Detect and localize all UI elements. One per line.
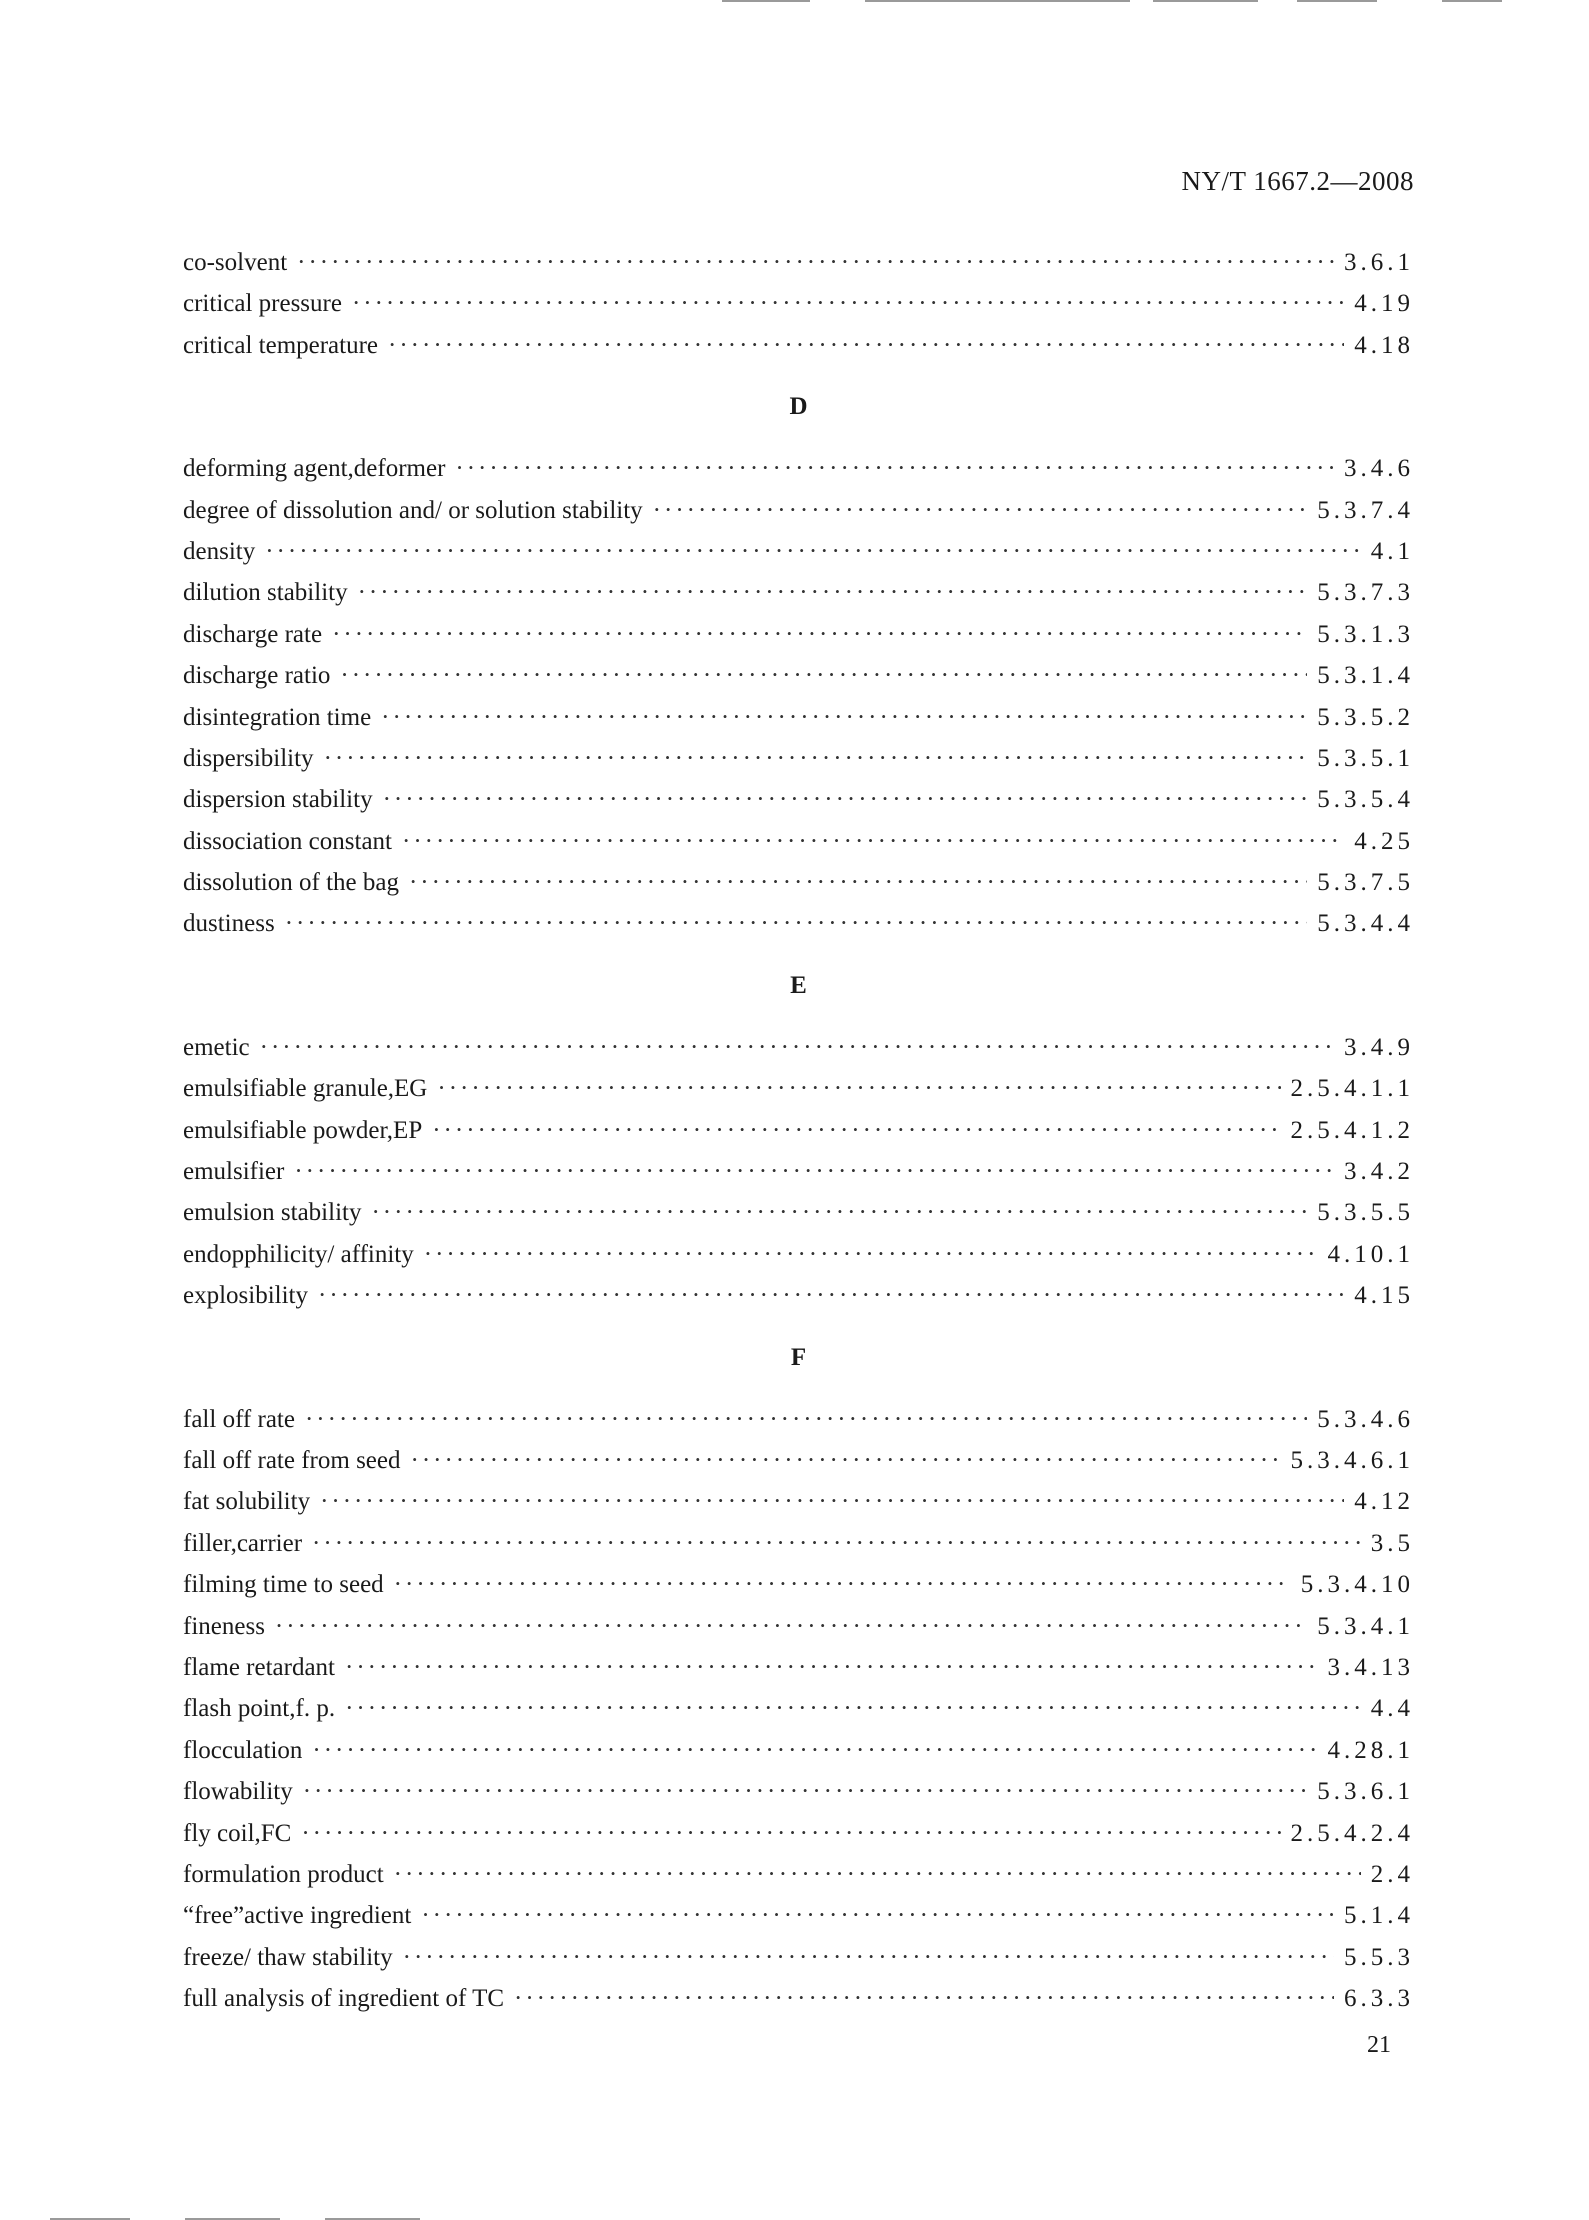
index-term: fall off rate from seed (183, 1446, 401, 1474)
index-term: emulsifiable granule,EG (183, 1075, 428, 1103)
clause-reference: 3.4.13 (1327, 1653, 1414, 1681)
clause-reference: 3.5 (1370, 1529, 1414, 1557)
index-term: discharge rate (183, 620, 323, 648)
index-entry (183, 1151, 1414, 1192)
dot-leader (345, 1688, 1361, 1729)
dot-leader (345, 1647, 1318, 1688)
top-rule-3 (1153, 0, 1258, 2)
standard-number: NY/T 1667.2—2008 (1181, 166, 1414, 196)
dot-leader (383, 779, 1308, 820)
index-term: dispersibility (183, 744, 314, 772)
index-entry (183, 283, 1414, 324)
clause-reference: 2.4 (1370, 1860, 1414, 1888)
clause-reference: 6.3.3 (1344, 1985, 1414, 2013)
index-entry (183, 862, 1414, 903)
clause-reference: 3.6.1 (1344, 249, 1414, 276)
index-term: fall off rate (183, 1405, 295, 1433)
dot-leader (455, 448, 1334, 489)
index-term: critical temperature (183, 331, 379, 359)
index-entry (183, 1481, 1414, 1522)
dot-leader (424, 1234, 1318, 1275)
index-entry (183, 655, 1414, 696)
clause-reference: 2.5.4.2.4 (1290, 1819, 1414, 1847)
index-entry (183, 1606, 1414, 1647)
index-term: filming time to seed (183, 1571, 384, 1599)
index-entry (183, 1275, 1414, 1316)
index-entry (183, 1647, 1414, 1688)
dot-leader (294, 1151, 1334, 1192)
index-term: flash point,f. p. (183, 1695, 336, 1723)
index-term: freeze/ thaw stability (183, 1943, 393, 1971)
index-term: flocculation (183, 1736, 303, 1764)
dot-leader (303, 1771, 1308, 1812)
top-rule-1 (722, 0, 810, 2)
index-entry (183, 738, 1414, 779)
index-term: fly coil,FC (183, 1819, 292, 1847)
dot-leader (318, 1275, 1344, 1316)
index-entry (183, 697, 1414, 738)
clause-reference: 4.15 (1354, 1282, 1414, 1310)
clause-reference: 4.10.1 (1327, 1240, 1414, 1268)
index-entry (183, 242, 1414, 283)
dot-leader (285, 903, 1308, 944)
index-content (183, 242, 1414, 2019)
dot-leader (402, 821, 1344, 862)
clause-reference: 5.3.6.1 (1317, 1778, 1414, 1806)
clause-reference: 4.12 (1354, 1488, 1414, 1516)
clause-reference: 5.3.5.2 (1317, 703, 1414, 731)
index-term: disintegration time (183, 703, 372, 731)
index-term: flowability (183, 1778, 293, 1806)
dot-leader (421, 1895, 1334, 1936)
index-term: dissociation constant (183, 827, 392, 855)
clause-reference: 5.3.7.5 (1317, 869, 1414, 897)
index-entry (183, 1564, 1414, 1605)
index-entry (183, 1192, 1414, 1233)
clause-reference: 5.3.7.3 (1317, 579, 1414, 607)
index-entry (183, 1854, 1414, 1895)
top-rule-2 (865, 0, 1130, 2)
dot-leader (432, 1110, 1280, 1151)
clause-reference: 5.3.4.10 (1300, 1571, 1414, 1599)
dot-leader (653, 490, 1308, 531)
index-term: dispersion stability (183, 786, 373, 814)
dot-leader (332, 614, 1307, 655)
clause-reference: 5.3.7.4 (1317, 496, 1414, 524)
index-entry (183, 614, 1414, 655)
dot-leader (275, 1606, 1307, 1647)
clause-reference: 5.3.4.6 (1317, 1405, 1414, 1433)
index-term: fineness (183, 1612, 265, 1640)
index-entry (183, 1523, 1414, 1564)
index-entry (183, 1771, 1414, 1812)
index-term: emulsion stability (183, 1199, 362, 1227)
index-entry (183, 1978, 1414, 2019)
index-entry (183, 531, 1414, 572)
index-term: flame retardant (183, 1653, 335, 1681)
clause-reference: 5.3.4.4 (1317, 910, 1414, 938)
clause-reference: 4.18 (1354, 331, 1414, 359)
clause-reference: 5.3.4.6.1 (1290, 1446, 1414, 1474)
clause-reference: 4.25 (1354, 827, 1414, 855)
index-term: endopphilicity/ affinity (183, 1240, 414, 1268)
dot-leader (358, 572, 1308, 613)
index-term: explosibility (183, 1282, 308, 1310)
clause-reference: 5.3.1.3 (1317, 620, 1414, 648)
clause-reference: 3.4.6 (1344, 455, 1414, 483)
dot-leader (371, 1192, 1307, 1233)
index-term: dissolution of the bag (183, 869, 399, 897)
clause-reference: 3.4.2 (1344, 1158, 1414, 1186)
dot-leader (352, 283, 1344, 324)
page-number: 21 (1367, 2032, 1391, 2058)
index-entry (183, 1068, 1414, 1109)
dot-leader (265, 531, 1361, 572)
dot-leader (260, 1027, 1334, 1068)
index-entry (183, 1110, 1414, 1151)
section-heading: F (790, 1343, 807, 1371)
index-term: emulsifier (183, 1158, 285, 1186)
index-term: emulsifiable powder,EP (183, 1116, 423, 1144)
clause-reference: 4.4 (1370, 1695, 1414, 1723)
index-entry (183, 1688, 1414, 1729)
clause-reference: 2.5.4.1.2 (1290, 1116, 1414, 1144)
index-entry (183, 1399, 1414, 1440)
index-entry (183, 779, 1414, 820)
top-rule-5 (1442, 0, 1502, 2)
index-entry (183, 490, 1414, 531)
clause-reference: 4.1 (1370, 537, 1414, 565)
index-term: discharge ratio (183, 662, 331, 690)
clause-reference: 3.4.9 (1344, 1033, 1414, 1061)
index-term: “free”active ingredient (183, 1902, 412, 1930)
dot-leader (324, 738, 1308, 779)
dot-leader (312, 1730, 1317, 1771)
dot-leader (305, 1399, 1307, 1440)
index-entry (183, 1440, 1414, 1481)
index-term: co-solvent (183, 249, 288, 276)
dot-leader (411, 1440, 1281, 1481)
clause-reference: 5.3.5.5 (1317, 1199, 1414, 1227)
index-entry (183, 325, 1414, 366)
index-entry (183, 821, 1414, 862)
dot-leader (381, 697, 1307, 738)
dot-leader (388, 325, 1344, 366)
dot-leader (297, 242, 1334, 283)
index-entry (183, 1813, 1414, 1854)
index-term: emetic (183, 1033, 250, 1061)
clause-reference: 2.5.4.1.1 (1290, 1075, 1414, 1103)
dot-leader (301, 1813, 1280, 1854)
index-term: formulation product (183, 1860, 384, 1888)
clause-reference: 5.3.5.4 (1317, 786, 1414, 814)
index-term: degree of dissolution and/ or solution stability (183, 496, 643, 524)
index-term: dilution stability (183, 579, 348, 607)
dot-leader (340, 655, 1307, 696)
top-rule-4 (1297, 0, 1377, 2)
dot-leader (312, 1523, 1361, 1564)
index-entry (183, 1937, 1414, 1978)
dot-leader (394, 1564, 1291, 1605)
index-term: dustiness (183, 910, 275, 938)
dot-leader (394, 1854, 1361, 1895)
dot-leader (437, 1068, 1280, 1109)
clause-reference: 5.3.4.1 (1317, 1612, 1414, 1640)
index-term: fat solubility (183, 1488, 311, 1516)
section-heading: D (789, 393, 808, 421)
index-term: density (183, 537, 256, 565)
dot-leader (514, 1978, 1334, 2019)
clause-reference: 5.3.1.4 (1317, 662, 1414, 690)
clause-reference: 4.28.1 (1327, 1736, 1414, 1764)
index-entry (183, 572, 1414, 613)
index-entry (183, 448, 1414, 489)
index-entry (183, 1730, 1414, 1771)
index-term: filler,carrier (183, 1529, 303, 1557)
dot-leader (320, 1481, 1344, 1522)
index-term: deforming agent,deformer (183, 455, 446, 483)
dot-leader (403, 1937, 1334, 1978)
index-term: full analysis of ingredient of TC (183, 1985, 505, 2013)
index-entry (183, 1895, 1414, 1936)
index-entry (183, 1234, 1414, 1275)
index-entry (183, 1027, 1414, 1068)
dot-leader (409, 862, 1307, 903)
clause-reference: 5.1.4 (1344, 1902, 1414, 1930)
section-heading: E (790, 971, 807, 999)
clause-reference: 5.3.5.1 (1317, 744, 1414, 772)
index-term: critical pressure (183, 290, 342, 318)
clause-reference: 5.5.3 (1344, 1943, 1414, 1971)
clause-reference: 4.19 (1354, 290, 1414, 318)
index-entry (183, 903, 1414, 944)
